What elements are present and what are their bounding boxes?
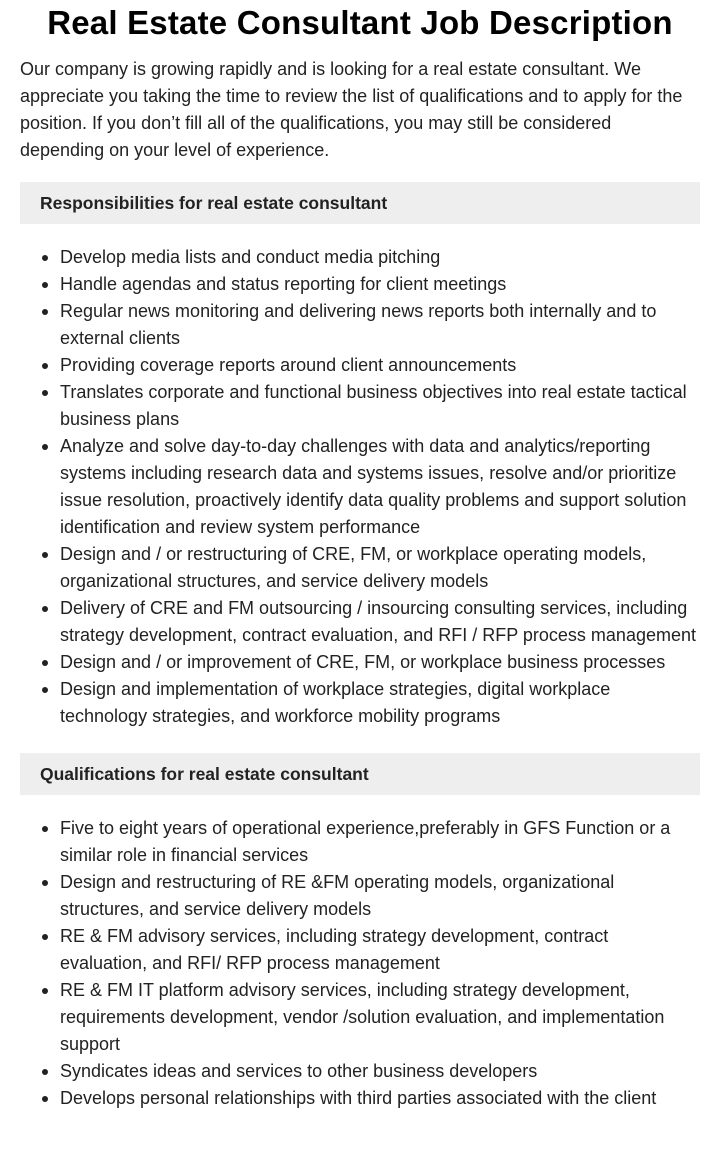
list-item: Develops personal relationships with third parties associated with the client — [60, 1085, 700, 1112]
qualifications-heading: Qualifications for real estate consultant — [20, 753, 700, 795]
responsibilities-list — [20, 244, 700, 730]
qualifications-list — [20, 815, 700, 1112]
list-item: RE & FM IT platform advisory services, including strategy development, requirements development, vendor /solution evaluation, and implementation support — [60, 977, 700, 1058]
list-item: Handle agendas and status reporting for client meetings — [60, 271, 700, 298]
list-item: Delivery of CRE and FM outsourcing / insourcing consulting services, including strategy development, contract evaluation, and RFI / RFP process management — [60, 595, 700, 649]
list-item: Translates corporate and functional business objectives into real estate tactical business plans — [60, 379, 700, 433]
page-title: Real Estate Consultant Job Description — [47, 4, 673, 41]
intro-paragraph: Our company is growing rapidly and is looking for a real estate consultant. We appreciate you taking the time to review the list of qualifications and to apply for the position. If you don’t fill all of the qualifications, you may still be considered depending on your level of experience. — [20, 59, 683, 160]
list-item: Design and / or restructuring of CRE, FM, or workplace operating models, organizational structures, and service delivery models — [60, 541, 700, 595]
list-item: Design and restructuring of RE &FM operating models, organizational structures, and service delivery models — [60, 869, 700, 923]
list-item: RE & FM advisory services, including strategy development, contract evaluation, and RFI/ RFP process management — [60, 923, 700, 977]
list-item: Analyze and solve day-to-day challenges with data and analytics/reporting systems including research data and systems issues, resolve and/or prioritize issue resolution, proactively identify data quality problems and support solution identification and review system performance — [60, 433, 700, 541]
responsibilities-heading: Responsibilities for real estate consultant — [20, 182, 700, 224]
list-item: Five to eight years of operational experience,preferably in GFS Function or a similar role in financial services — [60, 815, 700, 869]
list-item: Providing coverage reports around client announcements — [60, 352, 700, 379]
list-item: Design and / or improvement of CRE, FM, or workplace business processes — [60, 649, 700, 676]
list-item: Syndicates ideas and services to other business developers — [60, 1058, 700, 1085]
list-item: Design and implementation of workplace strategies, digital workplace technology strategies, and workforce mobility programs — [60, 676, 700, 730]
list-item: Develop media lists and conduct media pitching — [60, 244, 700, 271]
list-item: Regular news monitoring and delivering news reports both internally and to external clients — [60, 298, 700, 352]
